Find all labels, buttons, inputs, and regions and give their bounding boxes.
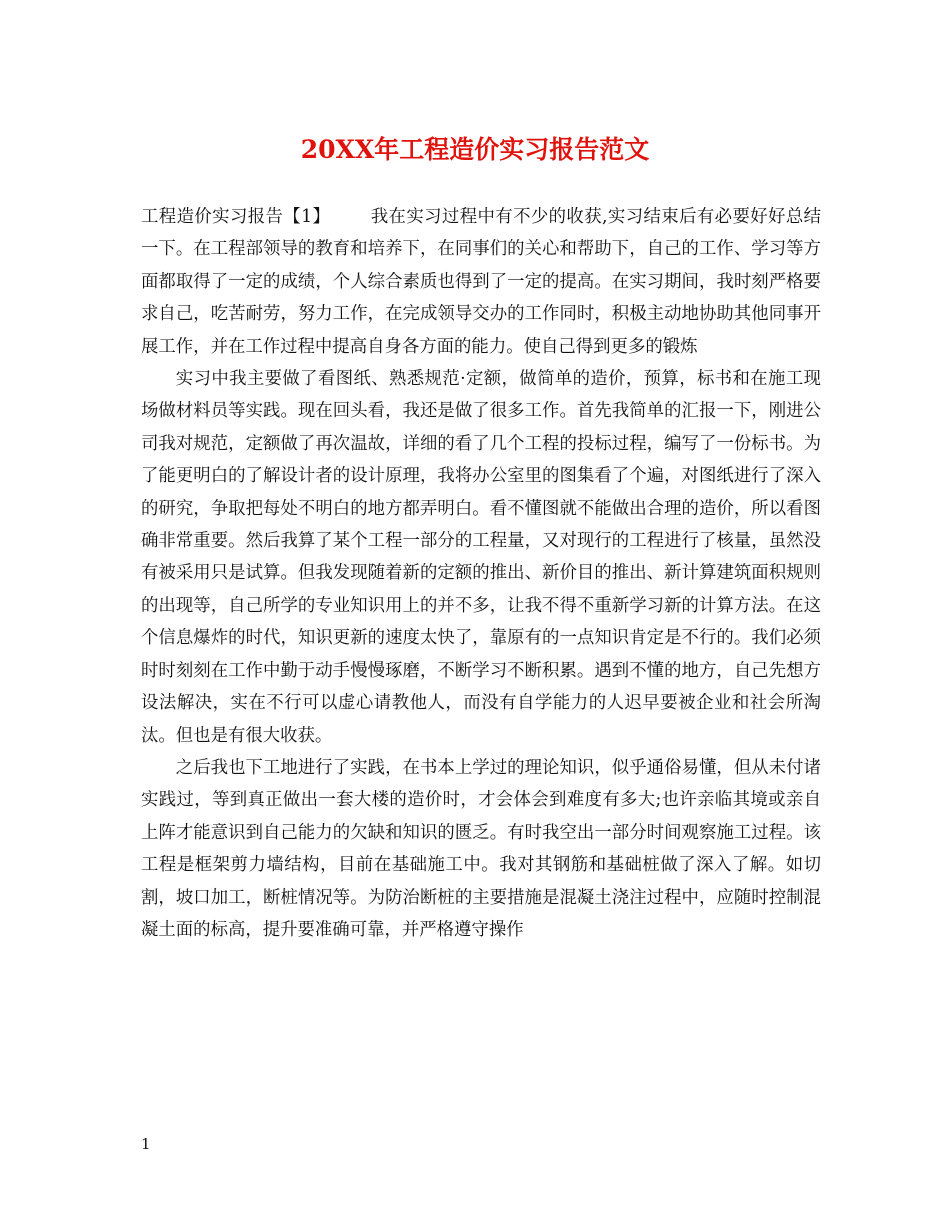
document-title: 20XX年工程造价实习报告范文: [300, 135, 650, 164]
paragraph-3: 之后我也下工地进行了实践，在书本上学过的理论知识，似乎通俗易懂，但从未付诸实践过，等到真正做出一套大楼的造价时，才会体会到难度有多大;也许亲临其境或亲自上阵才能意识到自己能力的欠缺和知识的匮乏。有时我空出一部分时间观察施工过程。该工程是框架剪力墙结构，目前在基础施工中。我对其钢筋和基础桩做了深入了解。如切割，坡口加工，断桩情况等。为防治断桩的主要措施是混凝土浇注过程中，应随时控制混凝土面的标高，提升要准确可靠，并严格遵守操作: [141, 757, 821, 940]
document-body: [141, 201, 821, 946]
paragraph-1-text: 我在实习过程中有不少的收获,实习结束后有必要好好总结一下。在工程部领导的教育和培养下，在同事们的关心和帮助下，自己的工作、学习等方面都取得了一定的成绩，个人综合素质也得到了一定的提高。在实习期间，我时刻严格要求自己，吃苦耐劳，努力工作，在完成领导交办的工作同时，积极主动地协助其他同事开展工作，并在工作过程中提高自身各方面的能力。使自己得到更多的锻炼: [141, 207, 821, 357]
page-number: 1: [141, 1135, 151, 1153]
paragraph-2: 实习中我主要做了看图纸、熟悉规范·定额，做简单的造价，预算，标书和在施工现场做材料员等实践。现在回头看，我还是做了很多工作。首先我简单的汇报一下，刚进公司我对规范，定额做了再次温故，详细的看了几个工程的投标过程，编写了一份标书。为了能更明白的了解设计者的设计原理，我将办公室里的图集看了个遍，对图纸进行了深入的研究，争取把每处不明白的地方都弄明白。看不懂图就不能做出合理的造价，所以看图确非常重要。然后我算了某个工程一部分的工程量，又对现行的工程进行了核量，虽然没有被采用只是试算。但我发现随着新的定额的推出、新价目的推出、新计算建筑面积规则的出现等，自己所学的专业知识用上的并不多，让我不得不重新学习新的计算方法。在这个信息爆炸的时代，知识更新的速度太快了，靠原有的一点知识肯定是不行的。我们必须时时刻刻在工作中勤于动手慢慢琢磨，不断学习不断积累。遇到不懂的地方，自己先想方设法解决，实在不行可以虚心请教他人，而没有自学能力的人迟早要被企业和社会所淘汰。但也是有很大收获。: [141, 369, 821, 746]
paragraph-1: [141, 201, 821, 363]
section-label: 工程造价实习报告【1】: [141, 207, 331, 227]
